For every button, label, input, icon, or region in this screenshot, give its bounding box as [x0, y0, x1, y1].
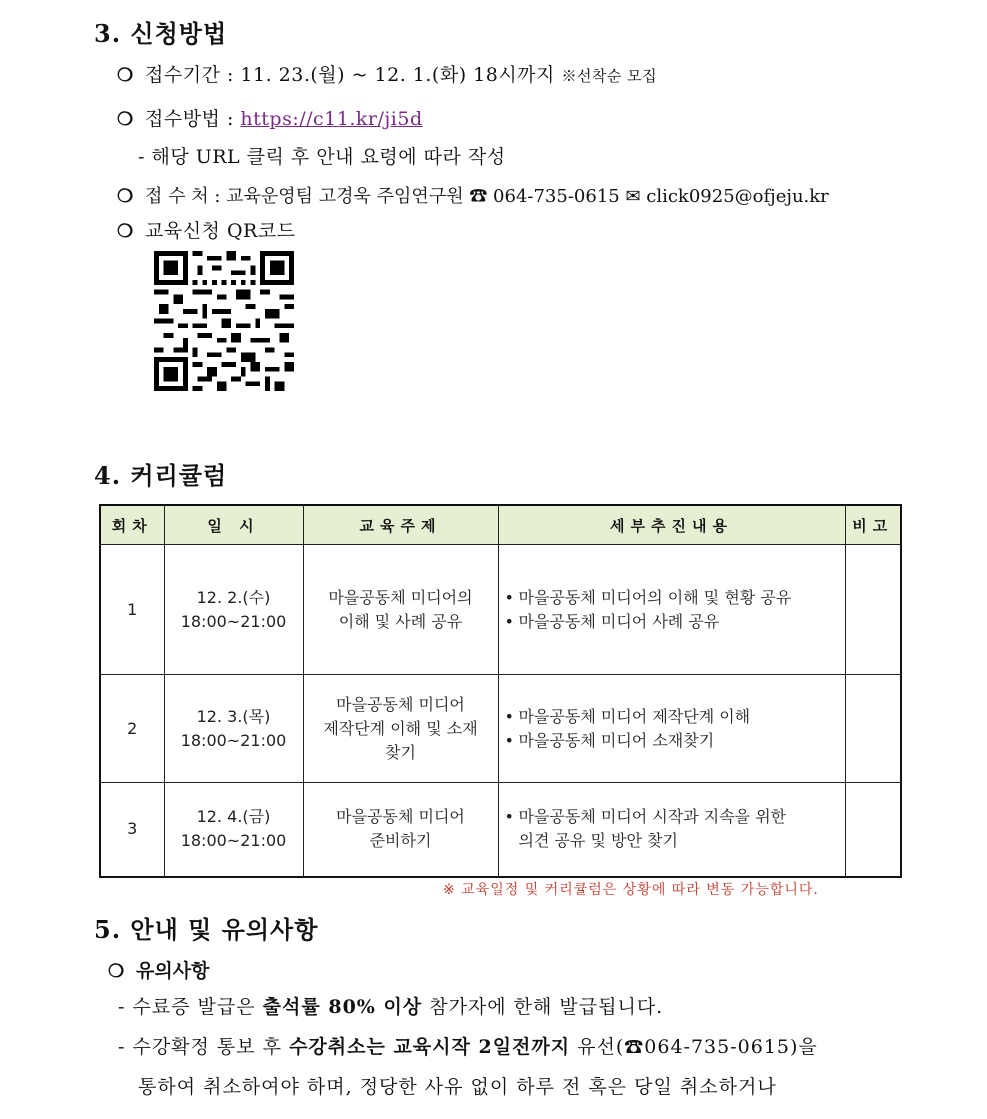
qr-line — [117, 216, 296, 243]
notice-bold: 수강취소는 교육시작 2일전까지 — [289, 1036, 571, 1058]
circle-bullet-icon: ❍ — [117, 65, 134, 86]
topic-line: 제작단계 이해 및 소재 — [323, 718, 478, 738]
method-label: 접수방법 : — [145, 108, 234, 130]
notice-bold: 출석률 80% 이상 — [262, 996, 423, 1018]
notice-text: - 수강확정 통보 후 — [118, 1036, 290, 1058]
detail-item: • 마을공동체 미디어 사례 공유 — [505, 610, 844, 634]
session-remarks — [845, 545, 901, 675]
header-details: 세부추진내용 — [498, 505, 845, 545]
qr-code-icon[interactable] — [154, 251, 294, 391]
notice-text: 참가자에 한해 발급됩니다. — [422, 996, 664, 1018]
header-datetime: 일 시 — [164, 505, 303, 545]
curriculum-table — [99, 504, 902, 878]
session-details — [498, 675, 845, 783]
detail-item: 의견 공유 및 방안 찾기 — [518, 831, 678, 851]
period-note: ※선착순 모집 — [561, 67, 658, 85]
session-datetime — [164, 783, 303, 877]
session-time: 18:00~21:00 — [180, 730, 287, 750]
topic-line: 이해 및 사례 공유 — [338, 611, 463, 631]
detail-item: • 마을공동체 미디어의 이해 및 현황 공유 — [505, 586, 844, 610]
table-row — [100, 675, 901, 783]
notice-text: 유선(☎064-735-0615)을 — [570, 1036, 818, 1058]
section-4-title: 4. 커리큘럼 — [94, 461, 228, 490]
session-no: 1 — [100, 545, 164, 675]
notice-subtitle-line — [108, 956, 209, 983]
session-time: 18:00~21:00 — [180, 611, 287, 631]
session-date: 12. 4.(금) — [196, 807, 271, 827]
topic-line: 마을공동체 미디어 — [336, 694, 465, 714]
notice-item-2 — [118, 1032, 818, 1059]
bullet-icon: • — [504, 807, 514, 827]
topic-line: 찾기 — [385, 742, 416, 762]
session-remarks — [845, 783, 901, 877]
topic-line: 마을공동체 미디어 — [336, 807, 465, 827]
table-row — [100, 783, 901, 877]
topic-line: 준비하기 — [369, 831, 432, 851]
session-remarks — [845, 675, 901, 783]
table-header-row — [100, 505, 901, 545]
header-topic: 교육주제 — [303, 505, 498, 545]
session-no: 2 — [100, 675, 164, 783]
circle-bullet-icon: ❍ — [108, 961, 125, 982]
circle-bullet-icon: ❍ — [117, 221, 134, 242]
session-time: 18:00~21:00 — [180, 831, 287, 851]
period-line — [117, 60, 657, 87]
section-5-title: 5. 안내 및 유의사항 — [94, 915, 319, 944]
session-no: 3 — [100, 783, 164, 877]
detail-item: • 마을공동체 미디어 시작과 지속을 위한 — [505, 805, 844, 829]
header-session: 회차 — [100, 505, 164, 545]
section-3-title: 3. 신청방법 — [94, 19, 228, 48]
method-line — [117, 104, 423, 131]
curriculum-note: ※ 교육일정 및 커리큘럼은 상황에 따라 변동 가능합니다. — [443, 882, 819, 898]
table-row — [100, 545, 901, 675]
session-topic — [303, 675, 498, 783]
session-date: 12. 2.(수) — [196, 587, 271, 607]
bullet-icon: • — [504, 587, 514, 607]
notice-text: - 수료증 발급은 — [118, 996, 263, 1018]
detail-item: • 마을공동체 미디어 소재찾기 — [505, 729, 844, 753]
session-topic — [303, 545, 498, 675]
circle-bullet-icon: ❍ — [117, 109, 134, 130]
period-label: 접수기간 : 11. 23.(월) ~ 12. 1.(화) 18시까지 — [145, 64, 555, 86]
bullet-icon: • — [504, 611, 514, 631]
header-remarks: 비고 — [845, 505, 901, 545]
method-sub-text: - 해당 URL 클릭 후 안내 요령에 따라 작성 — [138, 146, 506, 168]
circle-bullet-icon: ❍ — [117, 186, 134, 207]
notice-item-2-cont: 통하여 취소하여야 하며, 정당한 사유 없이 하루 전 혹은 당일 취소하거나 — [138, 1076, 777, 1098]
session-details — [498, 783, 845, 877]
notice-subtitle: 유의사항 — [136, 960, 210, 982]
bullet-icon: • — [504, 706, 514, 726]
session-date: 12. 3.(목) — [196, 706, 271, 726]
session-details — [498, 545, 845, 675]
qr-label: 교육신청 QR코드 — [145, 220, 296, 242]
session-datetime — [164, 675, 303, 783]
detail-item: • 마을공동체 미디어 제작단계 이해 — [505, 705, 844, 729]
session-topic — [303, 783, 498, 877]
method-url-link[interactable]: https://c11.kr/ji5d — [240, 108, 423, 130]
topic-line: 마을공동체 미디어의 — [328, 587, 473, 607]
contact-label: 접 수 처 : 교육운영팀 고경욱 주임연구원 ☎ 064-735-0615 ✉ click0925@ofjeju.kr — [145, 186, 829, 207]
session-datetime — [164, 545, 303, 675]
contact-line — [117, 182, 829, 208]
notice-item-1 — [118, 992, 663, 1019]
bullet-icon: • — [504, 730, 514, 750]
